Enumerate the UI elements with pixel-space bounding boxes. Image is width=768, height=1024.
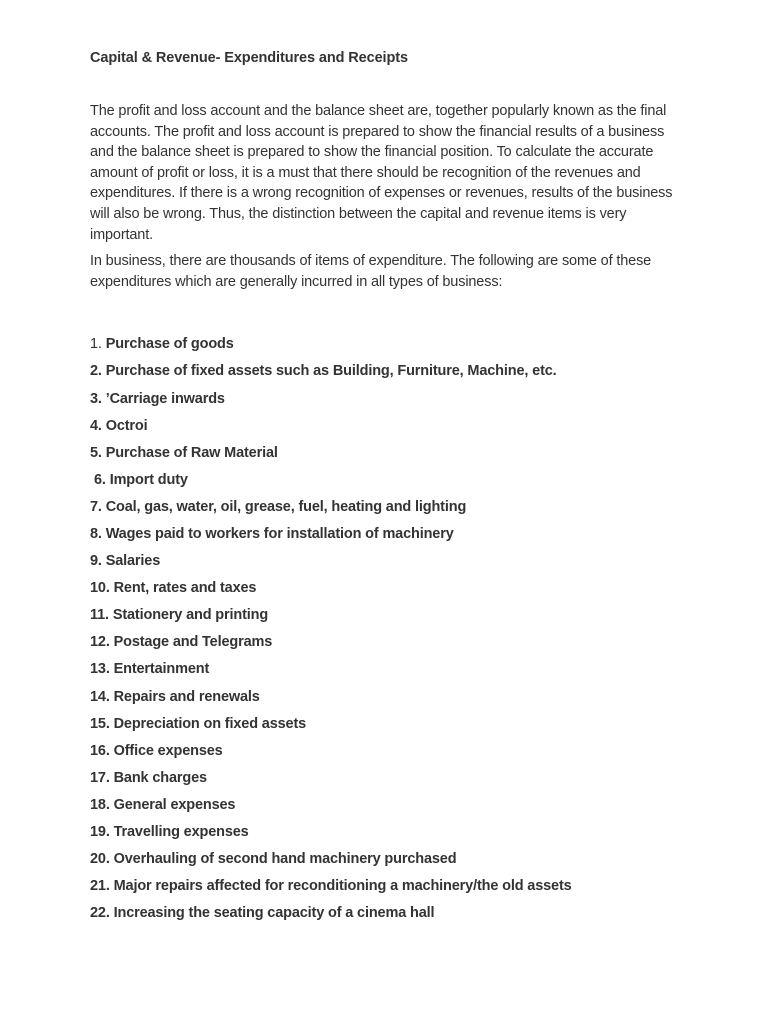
list-item [90, 416, 690, 443]
list-item-text: Repairs and renewals [113, 688, 260, 705]
list-item [90, 334, 690, 361]
list-item-number: 5. [90, 444, 102, 461]
list-item-text: Coal, gas, water, oil, grease, fuel, heating and lighting [105, 498, 467, 515]
list-item [90, 876, 690, 903]
list-item-number: 9. [90, 553, 102, 570]
expenditure-list [90, 334, 690, 930]
list-item-text: Salaries [105, 553, 161, 570]
list-item-number: 18. [90, 796, 110, 813]
list-item-text: Depreciation on fixed assets [113, 715, 307, 732]
list-item [90, 578, 690, 605]
list-item-text: Overhauling of second hand machinery purchased [113, 851, 457, 868]
list-item-text: Increasing the seating capacity of a cinema hall [113, 905, 435, 922]
list-item-text: Purchase of fixed assets such as Building, Furniture, Machine, etc. [105, 363, 557, 380]
list-item-number: 7. [90, 498, 102, 515]
list-item [90, 470, 690, 497]
list-item [90, 903, 690, 930]
list-item-text: Wages paid to workers for installation of machinery [105, 526, 454, 542]
list-item [90, 632, 690, 659]
list-item-number: 12. [90, 634, 110, 651]
list-item [90, 524, 690, 551]
list-item [90, 659, 690, 686]
expenditure-intro-paragraph: In business, there are thousands of items of expenditure. The following are some of these expenditures which are generally incurred in all types of business: [90, 253, 652, 290]
list-item-number: 10. [90, 580, 110, 597]
list-item [90, 551, 690, 578]
list-item-text: Purchase of Raw Material [105, 444, 278, 461]
list-item-text: Travelling expenses [113, 824, 249, 841]
list-item [90, 795, 690, 822]
list-item-number: 4. [90, 417, 102, 434]
list-item-number: 6. [94, 471, 106, 488]
list-item-number: 20. [90, 851, 110, 868]
list-item [90, 741, 690, 768]
list-item-number: 22. [90, 905, 110, 922]
list-item-text: Bank charges [113, 769, 207, 786]
list-item-number: 8. [90, 526, 102, 542]
list-item-text: Rent, rates and taxes [113, 580, 257, 597]
list-item-number: 17. [90, 769, 110, 786]
list-item [90, 443, 690, 470]
list-item-number: 1. [90, 336, 102, 353]
list-item-number: 14. [90, 688, 110, 705]
list-item-number: 19. [90, 824, 110, 841]
list-item-text: Purchase of goods [105, 336, 234, 353]
list-item [90, 822, 690, 849]
list-item [90, 605, 690, 632]
list-item-text: Stationery and printing [112, 607, 269, 624]
list-item-number: 2. [90, 363, 102, 380]
list-item-text: Entertainment [113, 661, 210, 678]
list-item-text: ’Carriage inwards [105, 390, 225, 407]
list-item-number: 16. [90, 742, 110, 759]
list-item-text: Import duty [109, 471, 188, 488]
list-item-number: 21. [90, 878, 110, 895]
list-item-number: 15. [90, 715, 110, 732]
list-item-text: Postage and Telegrams [113, 634, 273, 651]
list-item [90, 687, 690, 714]
list-item [90, 389, 690, 416]
list-item-text: General expenses [113, 796, 236, 813]
list-item-text: Major repairs affected for reconditioning a machinery/the old assets [113, 878, 572, 895]
list-item [90, 714, 690, 741]
intro-paragraph: The profit and loss account and the balance sheet are, together popularly known as the final accounts. The profit and loss account is prepared to show the financial results of a business and the balance sheet is prepared to show the financial position. To calculate the accurate amount of profit or loss, it is a must that there should be recognition of the revenues and expenditures. If there is a wrong recognition of expenses or revenues, results of the business will also be wrong. Thus, the distinction between the capital and revenue items is very important. [90, 103, 673, 243]
list-item-number: 3. [90, 390, 102, 407]
list-item [90, 361, 690, 388]
list-item [90, 768, 690, 795]
list-item-text: Octroi [105, 417, 148, 434]
list-item [90, 849, 690, 876]
document-title: Capital & Revenue- Expenditures and Receipts [90, 50, 408, 66]
list-item-text: Office expenses [113, 742, 223, 759]
document-page [90, 48, 690, 930]
list-item-number: 13. [90, 661, 110, 678]
list-item-number: 11. [90, 607, 109, 624]
list-item [90, 497, 690, 524]
